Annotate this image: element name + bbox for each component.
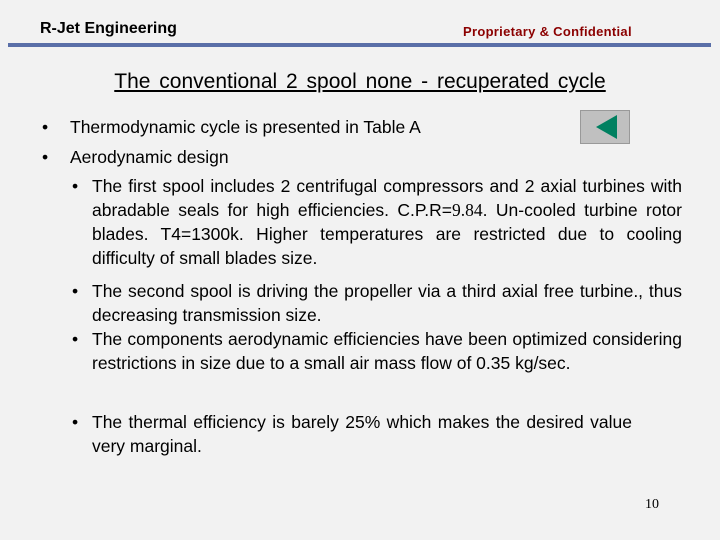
- sub-bullet-first-spool: [72, 174, 682, 270]
- sub-bullet-text: The thermal efficiency is barely 25% which makes the desired value very marginal.: [92, 412, 632, 456]
- bullet-text: Aerodynamic design: [70, 147, 229, 167]
- sub-bullet-text: The components aerodynamic efficiencies have been optimized considering restrictions in size due to a small air mass flow of 0.35 kg/sec.: [92, 329, 682, 373]
- header-divider: [8, 43, 711, 47]
- sub-bullet-text: The first spool includes 2 centrifugal compressors and 2 axial turbines with abradable seals for high efficiencies. C.P.R=: [92, 176, 682, 220]
- sub-bullet-text: The second spool is driving the propeller via a third axial free turbine., thus decreasing transmission size.: [92, 281, 682, 325]
- bullet-marker: •: [72, 176, 79, 196]
- bullet-marker: •: [42, 147, 49, 167]
- bullet-text: Thermodynamic cycle is presented in Table A: [70, 117, 421, 137]
- bullet-aerodynamic: [0, 145, 720, 169]
- page-number: 10: [645, 497, 659, 512]
- bullet-marker: •: [72, 281, 79, 301]
- company-name: R-Jet Engineering: [40, 20, 177, 37]
- bullet-marker: •: [42, 117, 49, 137]
- sub-bullet-text-cont: . Un-cooled turbine rotor blades. T4=1300k. Higher temperatures are restricted due to cooling difficulty of small blades size.: [92, 200, 682, 268]
- sub-bullet-second-spool: [72, 279, 682, 327]
- bullet-thermodynamic: [0, 115, 720, 139]
- sub-bullet-components: [72, 327, 682, 375]
- bullet-marker: •: [72, 329, 79, 349]
- sub-bullet-thermal-efficiency: [72, 410, 632, 458]
- bullet-marker: •: [72, 412, 79, 432]
- cpr-value: 9.84: [452, 200, 483, 220]
- confidential-label: Proprietary & Confidential: [463, 24, 632, 39]
- slide-title: The conventional 2 spool none - recuperated cycle: [114, 70, 606, 93]
